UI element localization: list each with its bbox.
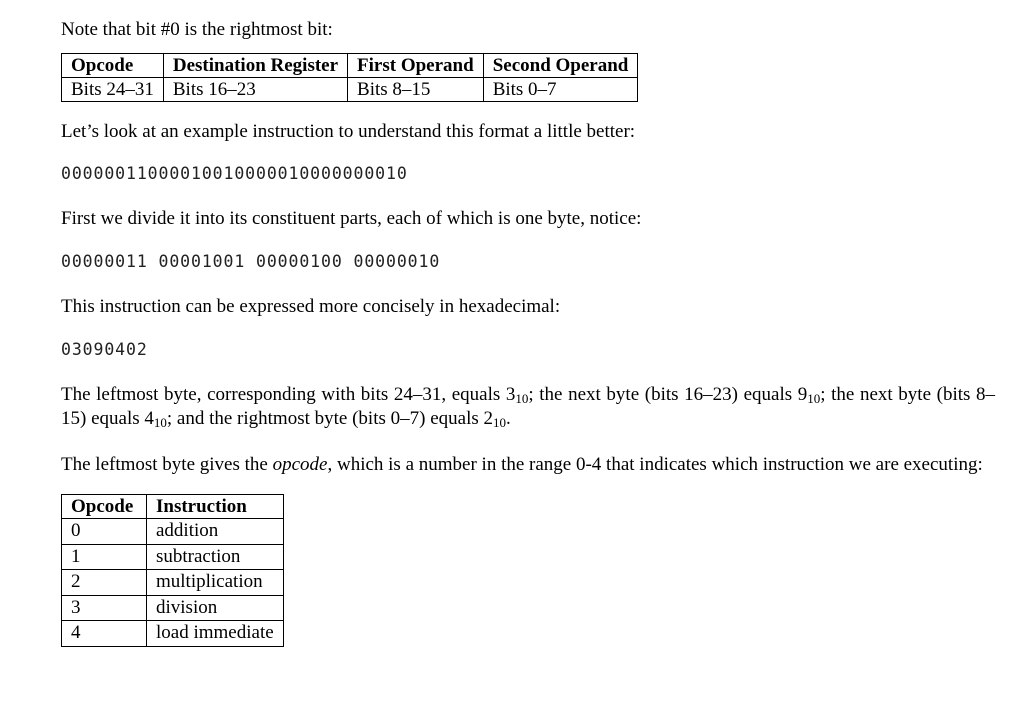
instruction-cell: addition <box>147 519 284 545</box>
opcode-header: Opcode <box>62 495 147 519</box>
instruction-cell: load immediate <box>147 621 284 647</box>
format-cell-destination-bits: Bits 16–23 <box>163 78 347 102</box>
format-header-second-operand: Second Operand <box>483 54 638 78</box>
document-page <box>61 18 995 647</box>
table-row <box>62 570 284 596</box>
instruction-cell: division <box>147 595 284 621</box>
bytes-text-4: ; and the rightmost byte (bits 0–7) equals <box>166 408 484 429</box>
intro-note: Note that bit #0 is the rightmost bit: <box>61 19 333 40</box>
opcode-term: opcode <box>272 454 328 475</box>
hex-value-code: 03090402 <box>61 340 148 359</box>
bytes-text-1: The leftmost byte, corresponding with bits 24–31, equals <box>61 384 506 405</box>
opcode-paragraph <box>61 453 995 477</box>
instruction-header: Instruction <box>147 495 284 519</box>
format-header-destination-register: Destination Register <box>163 54 347 78</box>
hex-intro: This instruction can be expressed more concisely in hexadecimal: <box>61 296 561 317</box>
byte-base-3: 10 <box>153 415 167 430</box>
byte-base-1: 10 <box>515 391 529 406</box>
binary-bytes-code: 00000011 00001001 00000100 00000010 <box>61 252 441 271</box>
opcode-cell: 2 <box>62 570 147 596</box>
example-intro: Let’s look at an example instruction to understand this format a little better: <box>61 121 636 142</box>
bytes-text-2: ; the next byte (bits 16–23) equals <box>528 384 798 405</box>
bytes-text-3: ; the next byte (bits 8–15) equals <box>61 384 996 429</box>
opcode-text-1: The leftmost byte gives the <box>61 454 273 475</box>
byte-value-2: 9 <box>797 384 808 405</box>
format-table-header-row <box>62 54 638 78</box>
instruction-cell: multiplication <box>147 570 284 596</box>
byte-value-3: 4 <box>144 408 154 429</box>
byte-base-4: 10 <box>493 415 506 430</box>
byte-value-4: 2 <box>483 408 493 429</box>
opcode-cell: 0 <box>62 519 147 545</box>
table-row <box>62 621 284 647</box>
opcode-table <box>61 494 284 647</box>
format-cell-opcode-bits: Bits 24–31 <box>62 78 164 102</box>
byte-value-1: 3 <box>505 384 516 405</box>
opcode-cell: 1 <box>62 544 147 570</box>
format-table-row <box>62 78 638 102</box>
table-row <box>62 595 284 621</box>
opcode-text-2: , which is a number in the range 0-4 that indicates which instruction we are executing: <box>327 454 983 475</box>
table-row <box>62 519 284 545</box>
instruction-cell: subtraction <box>147 544 284 570</box>
divide-intro: First we divide it into its constituent parts, each of which is one byte, notice: <box>61 208 642 229</box>
format-cell-second-operand-bits: Bits 0–7 <box>483 78 638 102</box>
instruction-format-table <box>61 53 638 102</box>
opcode-cell: 4 <box>62 621 147 647</box>
opcode-table-header-row <box>62 495 284 519</box>
binary-full-code: 00000011000010010000010000000010 <box>61 164 408 183</box>
opcode-cell: 3 <box>62 595 147 621</box>
table-row <box>62 544 284 570</box>
format-header-first-operand: First Operand <box>348 54 484 78</box>
byte-base-2: 10 <box>807 391 821 406</box>
format-header-opcode: Opcode <box>62 54 164 78</box>
bytes-paragraph <box>61 383 995 431</box>
format-cell-first-operand-bits: Bits 8–15 <box>348 78 484 102</box>
bytes-text-5: . <box>506 408 511 429</box>
